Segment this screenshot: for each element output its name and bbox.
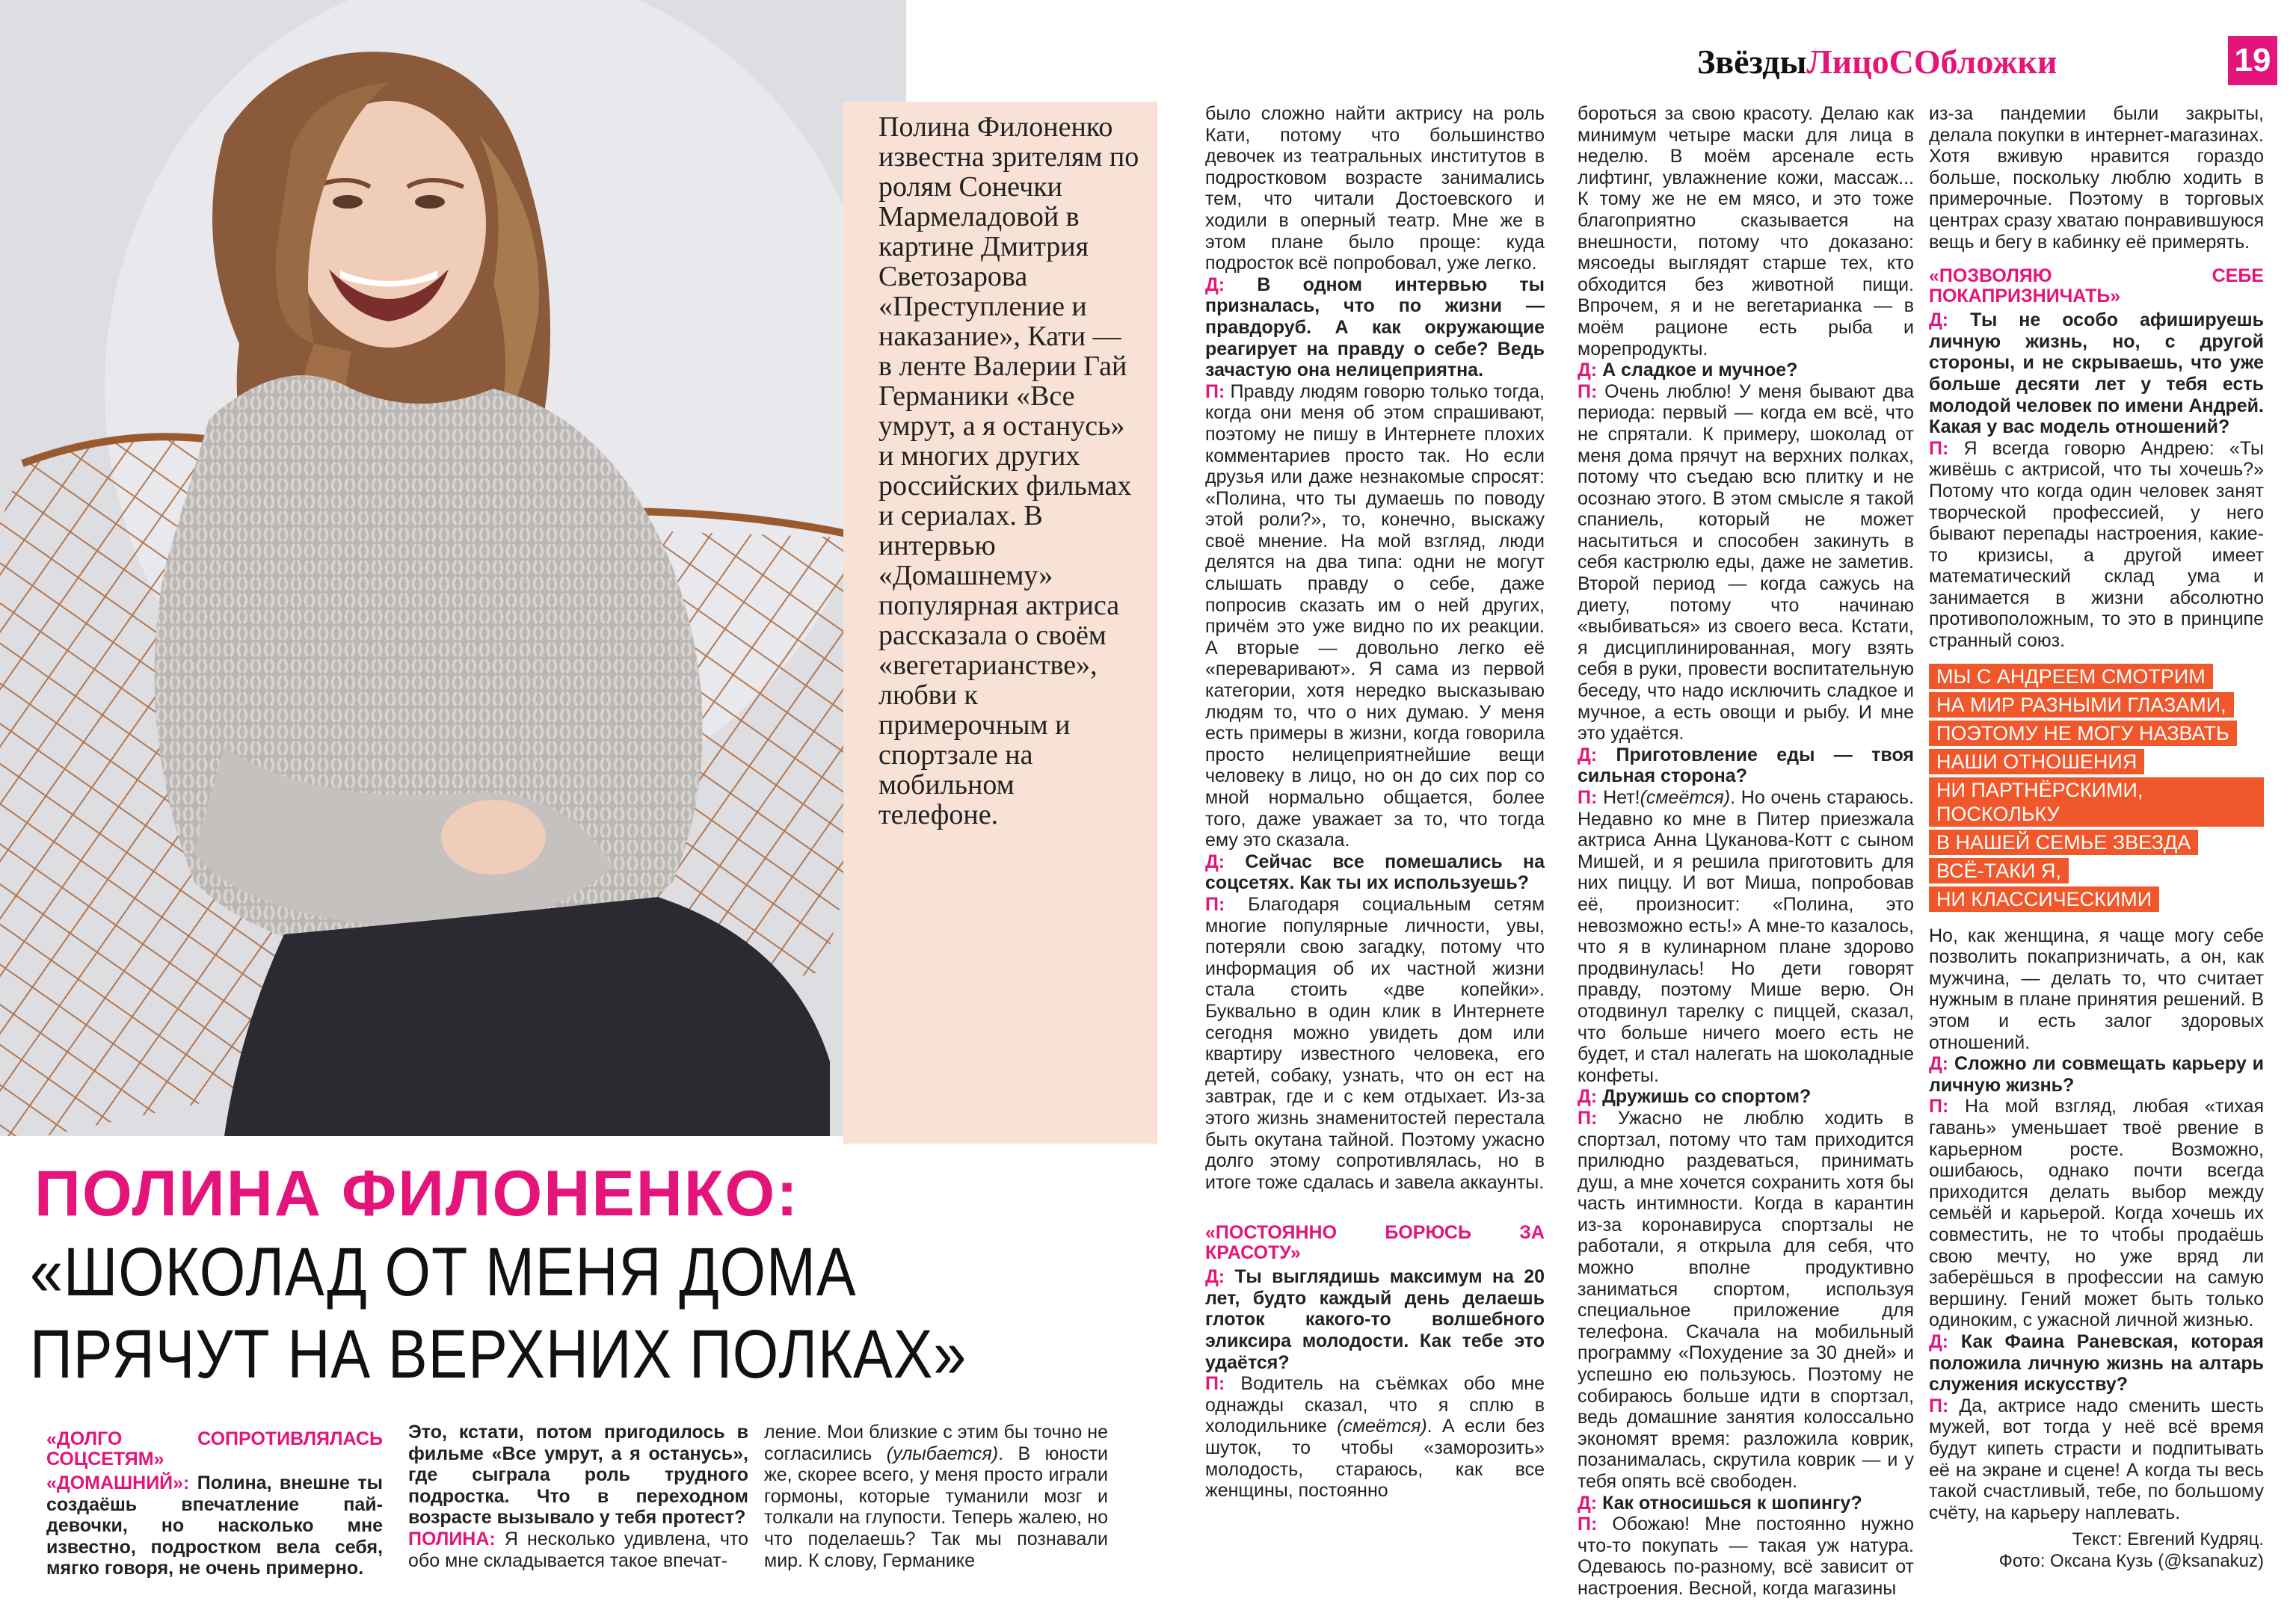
answer: Водитель на съёмках обо мне однажды сказал, что я сплю в холодильнике [1205,1373,1545,1437]
question: Как Фаина Раневская, которая положила личную жизнь на алтарь служения искусству? [1929,1330,2265,1396]
d-label: Д: [1578,744,1598,765]
answer: из-за пандемии были закрыты, делала покупки в интернет-магазинах. Хотя вживую нравится гораздо больше, поскольку люблю ходить в примерочные. Поэтому в торговых центрах сразу хватаю понравившуюся вещь и бегу в кабинку её примерять. [1929,103,2264,253]
respondent-label: ПОЛИНА: [408,1528,496,1549]
d-label: Д: [1929,309,1949,331]
question: Полина, внешне ты создаёшь впечатление пай-девочки, но насколько мне известно, подростком вела себя, мягко говоря, не очень примерно. [46,1472,383,1579]
column-2 [408,1422,748,1571]
question: Как относишься к шопингу? [1602,1492,1862,1514]
question: Сейчас все помешались на соцсетях. Как ты их используешь? [1205,851,1545,894]
portrait-illustration [0,0,906,1136]
question: Дружишь со спортом? [1602,1086,1812,1108]
pull-quote [1929,662,2264,913]
d-label: Д: [1929,1330,1949,1352]
p-label: П: [1205,893,1225,915]
p-label: П: [1578,380,1598,402]
stage-note: (улыбается) [886,1443,999,1464]
p-label: П: [1929,1395,1949,1416]
stage-note: (смеётся) [1337,1416,1427,1437]
rubric-right: ЗвёздыЛицоСОбложки [1697,43,2058,81]
page-number-right: 19 [2228,36,2277,85]
answer: было сложно найти актрису на роль Кати, потому что большинство девочек из театральных институтов в подростковом возрасте занимались тем, что читали Достоевского и ходили в оперный театр. Мне же в этом плане было проще: куда подросток всё попробовал, уже легко. [1205,103,1545,274]
question: А сладкое и мучное? [1602,360,1798,381]
answer: . Но очень стараюсь. Недавно ко мне в Питер приезжала актриса Анна Цуканова-Котт с сыном Мишей, и я решила приготовить для них пиццу. И вот Миша, попробовав её, произносит: «Полина, это невозможно есть!» А мне-то казалось, что я в кулинарном плане здорово продвинулась! Но дети говорят правду, поэтому Мише верю. Он отодвинул тарелку с пиццей, сказал, что больше ничего моего есть не будет, и стал налегать на шоколадные конфеты. [1578,787,1914,1086]
d-label: Д: [1578,1086,1598,1108]
answer: Нет! [1603,787,1640,808]
answer: Правду людям говорю только тогда, когда они меня об этом спрашивают, поэтому не пишу в Интернете плохих комментариев просто так. Но если друзья или даже незнакомые спросят: «Полина, что ты думаешь по поводу этой роли?», то, конечно, выскажу своё мнение. На мой взгляд, люди делятся на два типа: одни не могут слышать правду о себе, даже попросив сказать им о ней других, причём это уже видно по их реакции. А вторые — довольно легко её «переваривают». Я сама из первой категории, хотя нередко высказываю людям то, что о них думаю. У меня есть примеры в жизни, когда говорила просто нелицеприятнейшие вещи человеку в лицо, но он до сих пор со мной нормально общается, более того, даже уважает за то, что тогда ему это сказала. [1205,380,1545,851]
column-1 [46,1422,383,1579]
question: Ты не особо афишируешь личную жизнь, но, с другой стороны, и не скрываешь, что уже больше десяти лет у тебя есть молодой человек по имени Андрей. Какая у вас модель отношений? [1929,309,2264,438]
p-label: П: [1578,787,1598,808]
credit-text: Текст: Евгений Кудряц. [2072,1529,2264,1550]
column-4 [1205,103,1545,1502]
pull-quote-line: ВСЁ-ТАКИ Я, [1929,858,2069,883]
answer: Я несколько удивлена, что обо мне складывается такое впечат- [408,1528,748,1571]
question: Приготовление еды — твоя сильная сторона? [1578,744,1914,787]
d-label: Д: [1929,1053,1949,1075]
d-label: Д: [1578,360,1598,381]
pull-quote-line: НИ ПАРТНЁРСКИМИ, ПОСКОЛЬКУ [1929,777,2264,827]
d-label: Д: [1205,1266,1225,1288]
answer: Да, актрисе надо сменить шесть мужей, вот тогда у неё всё время будут кипеть страсти и подпитывать её на экране и сцене! А когда ты весь такой счастливый, тебе, по большому счёту, на карьеру наплевать. [1929,1395,2264,1523]
question: Ты выглядишь максимум на 20 лет, будто каждый день делаешь глоток какого-то волшебного эликсира молодости. Как тебе это удаётся? [1205,1266,1545,1373]
p-label: П: [1929,1096,1949,1117]
p-label: П: [1929,437,1949,459]
pull-quote-line: НА МИР РАЗНЫМИ ГЛАЗАМИ, [1929,692,2234,718]
answer: . А если без шуток, то чтобы «заморозить» молодость, стараюсь, как все женщины, постоянно [1205,1416,1545,1502]
p-label: П: [1205,1373,1225,1395]
d-label: Д: [1578,1492,1598,1514]
subheading: «ДОЛГО СОПРОТИВЛЯЛАСЬ СОЦСЕТЯМ» [46,1428,383,1470]
answer: . В юности же, скорее всего, у меня просто играли гормоны, которые туманили мозг и толкали на глупости. Теперь жалею, но что поделаешь? Так мы познавали мир. К слову, Германике [764,1443,1108,1571]
answer: Благодаря социальным сетям многие популярные личности, увы, потеряли свою загадку, потому что информация об их частной жизни стала стоить «две копейки». Буквально в один клик в Интернете сегодня можно увидеть дом или квартиру известного человека, его детей, собаку, узнать, что он ест на завтрак, где и с кем отдыхает. Из-за этого жизнь знаменитостей перестала быть окутана тайной. Поэтому ужасно долго этому сопротивлялась, но в итоге тоже сдалась и завела аккаунты. [1205,893,1545,1193]
question: Это, кстати, потом пригодилось в фильме «Все умрут, а я останусь», где сыграла роль трудного подростка. Что в переходном возрасте вызывало у тебя протест? [408,1422,748,1529]
lead-text: Полина Филоненко известна зрителям по ролям Сонечки Мармеладовой в картине Дмитрия Светозарова «Преступление и наказание», Кати — в ленте Валерии Гай Германики «Все умрут, а я останусь» и многих других российских фильмах и сериалах. В интервью «Домашнему» популярная актриса рассказала о своём «вегетарианстве», любви к примерочным и спортзале на мобильном телефоне. [878,111,1139,830]
question: Сложно ли совмещать карьеру и личную жизнь? [1929,1053,2264,1096]
answer: бороться за свою красоту. Делаю как минимум четыре маски для лица в неделю. В моём арсенале есть лифтинг, увлажнение кожи, массаж... К тому же не ем мясо, и это тоже благоприятно сказывается на внешности, потому что доказано: мясоеды выглядят старше тех, кто обходится без животной пищи. Впрочем, я и не вегетарианка — в моём рационе есть рыба и морепродукты. [1578,103,1914,360]
d-label: Д: [1205,274,1225,295]
headline-name: ПОЛИНА ФИЛОНЕНКО: [34,1158,799,1230]
pull-quote-line: В НАШЕЙ СЕМЬЕ ЗВЕЗДА [1929,830,2198,855]
answer: Но, как женщина, я чаще могу себе позволить покапризничать, а он, как мужчина, — делать то, что считает нужным в плане принятия решений. В этом и есть залог здоровых отношений. [1929,925,2264,1053]
answer: Очень люблю! У меня бывают два периода: первый — когда ем всё, что не спрятали. К примеру, шоколад от меня дома прячут на верхних полках, потому что съедаю всю плитку и не осознаю этого. В этом смысле я такой спаниель, который не может насытиться и способен закинуть в себя кастрюлю еды, даже не заметив. Второй период — когда сажусь на диету, потому что начинаю «выбиваться» из своего веса. Кстати, я дисциплинированная, могу взять себя в руки, провести воспитательную беседу, что надо исключить сладкое и мучное, а есть овощи и рыбу. И мне это удаётся. [1578,380,1914,744]
credit-photo: Фото: Оксана Кузь (@ksanakuz) [1998,1550,2264,1571]
column-6 [1929,103,2264,1572]
pull-quote-line: ПОЭТОМУ НЕ МОГУ НАЗВАТЬ [1929,721,2237,746]
cover-photo [0,0,906,1136]
answer: Обожаю! Мне постоянно нужно что-то покупать — такая уж натура. Одеваюсь по-разному, всё зависит от настроения. Весной, когда магазины [1578,1514,1914,1599]
column-3 [764,1422,1108,1571]
interviewer-label: «ДОМАШНИЙ»: [46,1472,190,1493]
pull-quote-line: НИ КЛАССИЧЕСКИМИ [1929,886,2159,912]
d-label: Д: [1205,851,1225,872]
answer: Я всегда говорю Андрею: «Ты живёшь с актрисой, что ты хочешь?» Потому что когда один человек занят творческой профессией, у него бывают перепады настроения, какие-то кризисы, а другой имеет математический склад ума и занимается в жизни абсолютно противоположным, то это в принципе странный союз. [1929,437,2264,652]
headline-line-2: ПРЯЧУТ НА ВЕРХНИХ ПОЛКАХ» [30,1316,967,1393]
question: В одном интервью ты призналась, что по жизни — правдоруб. А как окружающие реагирует на правду о себе? Ведь зачастую она нелицеприятна. [1205,274,1545,381]
p-label: П: [1578,1107,1598,1129]
subheading: «ПОЗВОЛЯЮ СЕБЕ ПОКАПРИЗНИЧАТЬ» [1929,265,2264,307]
pull-quote-line: НАШИ ОТНОШЕНИЯ [1929,749,2144,774]
p-label: П: [1205,380,1225,402]
headline-line-1: «ШОКОЛАД ОТ МЕНЯ ДОМА [30,1234,857,1310]
subheading: «ПОСТОЯННО БОРЮСЬ ЗА КРАСОТУ» [1205,1222,1545,1264]
answer: Ужасно не люблю ходить в спортзал, потому что там приходится прилюдно раздеваться, принимать душ, а мне хочется сохранить хотя бы часть интимности. Когда в карантин из-за коронавируса спортзалы не работали, я открыла для себя, что можно вполне продуктивно заниматься спортом, используя специальное приложение для телефона. Скачала на мобильный программу «Похудение за 30 дней» и успешно ею пользуюсь. Поэтому не собираюсь больше идти в спортзал, ведь домашние занятия колоссально экономят время: разложила коврик, позанималась, скрутила коврик — и у тебя опять всё свободен. [1578,1107,1914,1492]
column-5 [1578,103,1914,1600]
answer: ление. Мои близкие с этим бы точно не согласились [764,1422,1108,1464]
pull-quote-line: МЫ С АНДРЕЕМ СМОТРИМ [1929,664,2213,689]
answer: На мой взгляд, любая «тихая гавань» уменьшает твоё рвение в карьерном росте. Возможно, ошибаюсь, однако почти всегда приходится делать выбор между семьёй и карьерой. Когда хочешь их совместить, не то чтобы продаёшь свою мечту, но уже вряд ли заберёшься в профессии на самую вершину. Гений может быть только одиноким, с ужасной личной жизнью. [1929,1096,2264,1331]
p-label: П: [1578,1514,1598,1535]
stage-note: (смеётся) [1640,787,1731,808]
